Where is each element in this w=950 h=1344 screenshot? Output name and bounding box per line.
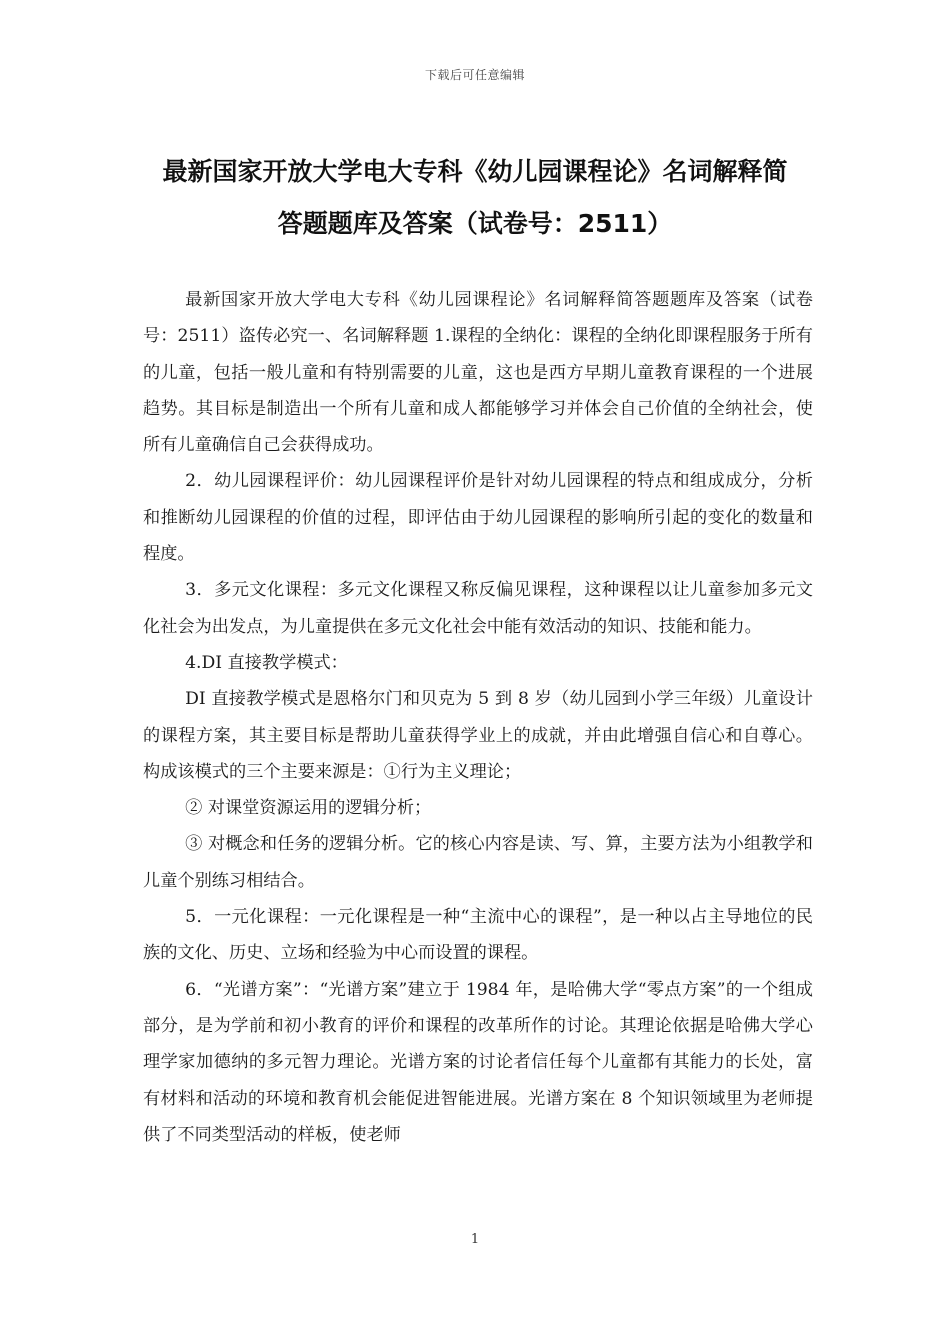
document-title [120, 146, 830, 250]
page-number: 1 [470, 1232, 480, 1247]
title-line-1: 最新国家开放大学电大专科《幼儿园课程论》名词解释简 [162, 157, 788, 186]
paragraph-5: 5．一元化课程：一元化课程是一种“主流中心的课程”，是一种以占主导地位的民族的文化、历史、立场和经验为中心而设置的课程。 [143, 907, 813, 964]
paragraph-4-body: DI 直接教学模式是恩格尔门和贝克为 5 到 8 岁（幼儿园到小学三年级）儿童设计的课程方案，其主要目标是帮助儿童获得学业上的成就，并由此增强自信心和自尊心。构成该模式的三个主要来源是：①行为主义理论； [143, 689, 813, 782]
paragraph-2: 2．幼儿园课程评价：幼儿园课程评价是针对幼儿园课程的特点和组成成分，分析和推断幼儿园课程的价值的过程，即评估由于幼儿园课程的影响所引起的变化的数量和程度。 [143, 471, 813, 565]
document-body [143, 282, 813, 1153]
paragraph-4-item-2: ② 对课堂资源运用的逻辑分析； [185, 798, 432, 819]
paragraph-3: 3．多元文化课程：多元文化课程又称反偏见课程，这种课程以让儿童参加多元文化社会为出发点，为儿童提供在多元文化社会中能有效活动的知识、技能和能力。 [143, 580, 813, 637]
title-line-2: 答题题库及答案（试卷号：2511） [277, 209, 673, 238]
paragraph-4-heading: 4.DI 直接教学模式： [185, 652, 348, 673]
paragraph-4-item-3: ③ 对概念和任务的逻辑分析。它的核心内容是读、写、算，主要方法为小组教学和儿童个别练习相结合。 [143, 834, 813, 891]
paragraph-intro: 最新国家开放大学电大专科《幼儿园课程论》名词解释简答题题库及答案（试卷号：2511）盗传必究一、名词解释题 1.课程的全纳化：课程的全纳化即课程服务于所有的儿童，包括一般儿童和有特别需要的儿童，这也是西方早期儿童教育课程的一个进展趋势。其目标是制造出一个所有儿童和成人都能够学习并体会自己价值的全纳社会，使所有儿童确信自己会获得成功。 [143, 290, 813, 456]
paragraph-6: 6．“光谱方案”：“光谱方案”建立于 1984 年，是哈佛大学“零点方案”的一个组成部分，是为学前和初小教育的评价和课程的改革所作的讨论。其理论依据是哈佛大学心理学家加德纳的多元智力理论。光谱方案的讨论者信任每个儿童都有其能力的长处，富有材料和活动的环境和教育机会能促进智能进展。光谱方案在 8 个知识领域里为老师提供了不同类型活动的样板，使老师 [143, 979, 813, 1145]
header-note: 下载后可任意编辑 [424, 68, 525, 82]
